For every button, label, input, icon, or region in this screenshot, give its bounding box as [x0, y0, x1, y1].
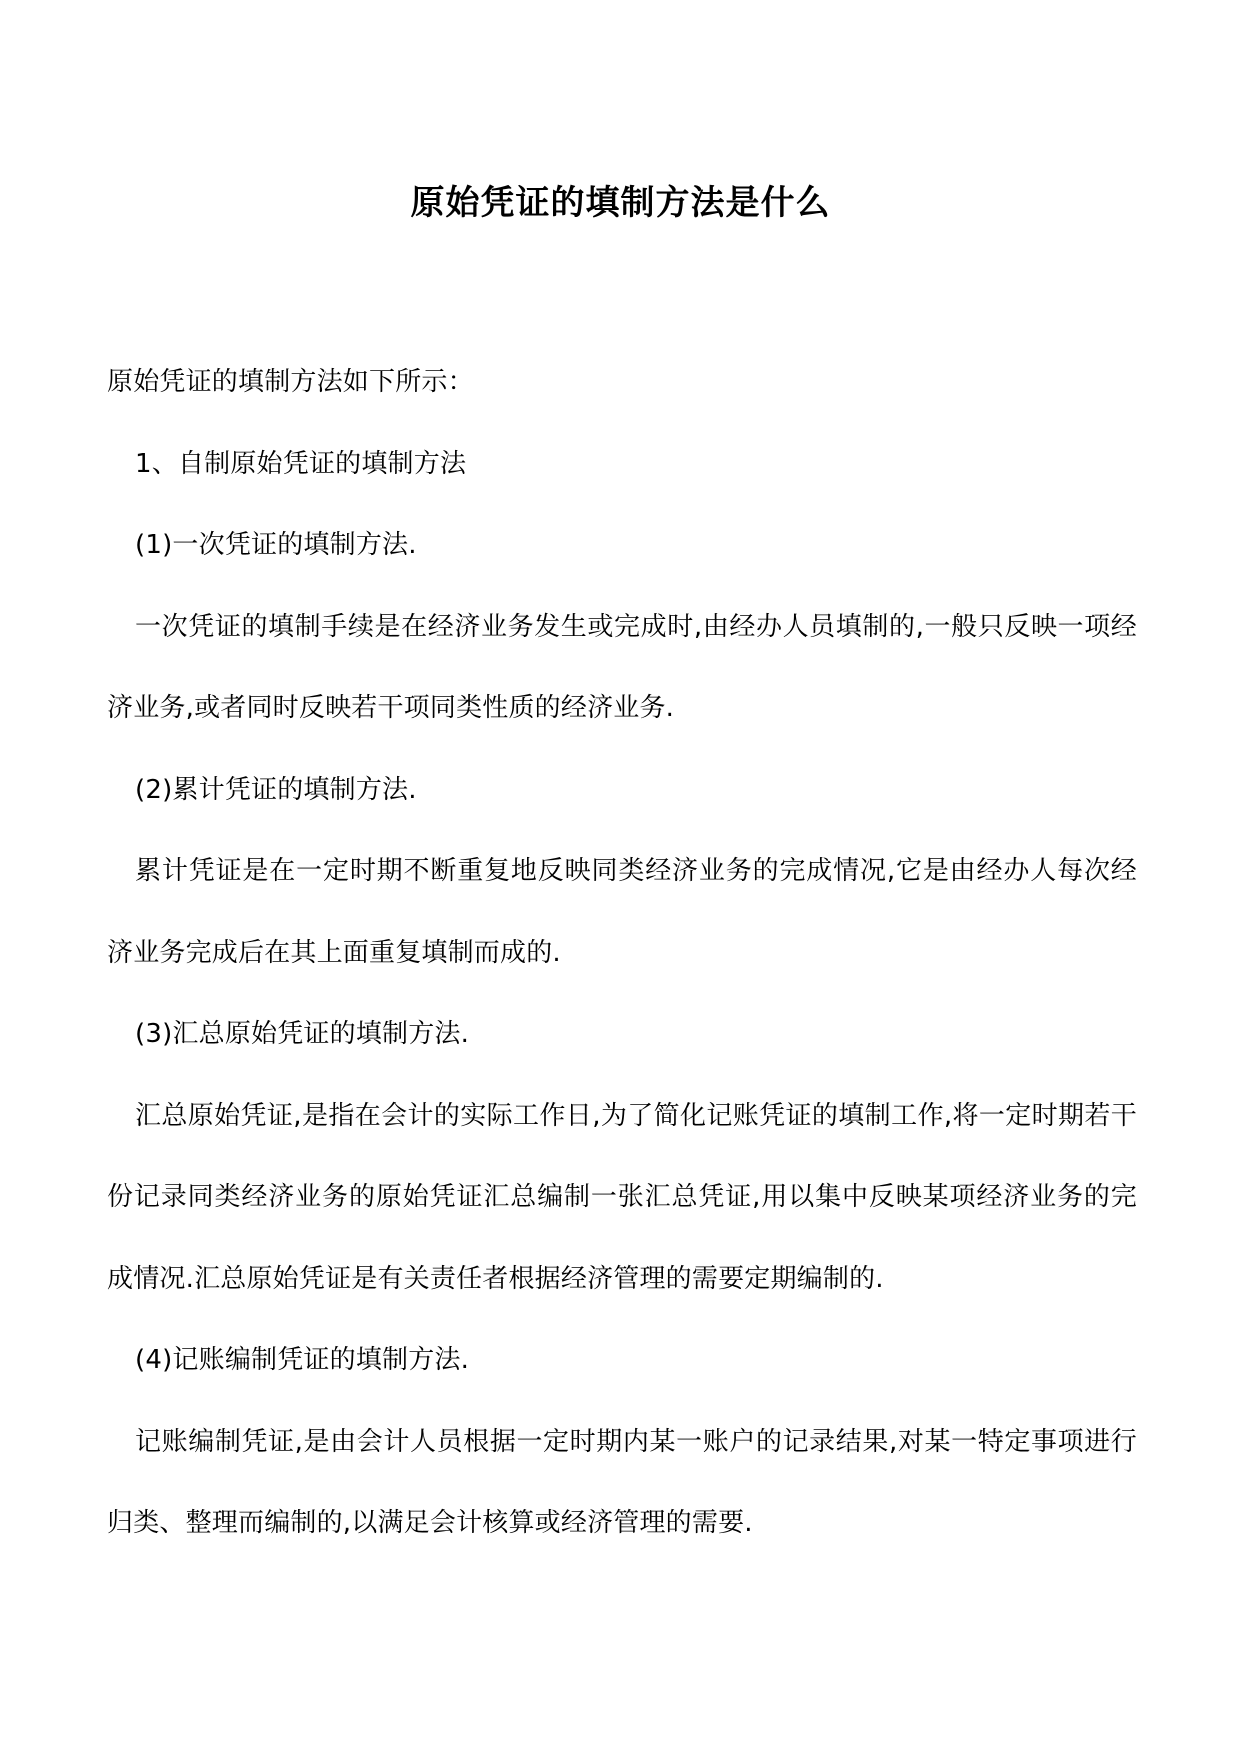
body-paragraph: 记账编制凭证,是由会计人员根据一定时期内某一账户的记录结果,对某一特定事项进行归类、整理而编制的,以满足会计核算或经济管理的需要.	[107, 1426, 1137, 1538]
body-paragraph: 累计凭证是在一定时期不断重复地反映同类经济业务的完成情况,它是由经办人每次经济业务完成后在其上面重复填制而成的.	[107, 856, 1137, 968]
subsection-heading: (3)汇总原始凭证的填制方法.	[135, 1019, 470, 1049]
subsection-heading: (4)记账编制凭证的填制方法.	[135, 1345, 470, 1375]
intro-paragraph: 原始凭证的填制方法如下所示：	[107, 367, 474, 397]
subsection-heading: (1)一次凭证的填制方法.	[135, 530, 417, 560]
document-body	[107, 342, 1137, 1565]
body-paragraph: 一次凭证的填制手续是在经济业务发生或完成时,由经办人员填制的,一般只反映一项经济业务,或者同时反映若干项同类性质的经济业务.	[107, 611, 1137, 723]
body-paragraph: 汇总原始凭证,是指在会计的实际工作日,为了简化记账凭证的填制工作,将一定时期若干份记录同类经济业务的原始凭证汇总编制一张汇总凭证,用以集中反映某项经济业务的完成情况.汇总原始凭证是有关责任者根据经济管理的需要定期编制的.	[107, 1100, 1137, 1294]
document-title: 原始凭证的填制方法是什么	[410, 182, 831, 223]
subsection-heading: (2)累计凭证的填制方法.	[135, 774, 417, 805]
section-heading: 1、自制原始凭证的填制方法	[135, 448, 467, 479]
